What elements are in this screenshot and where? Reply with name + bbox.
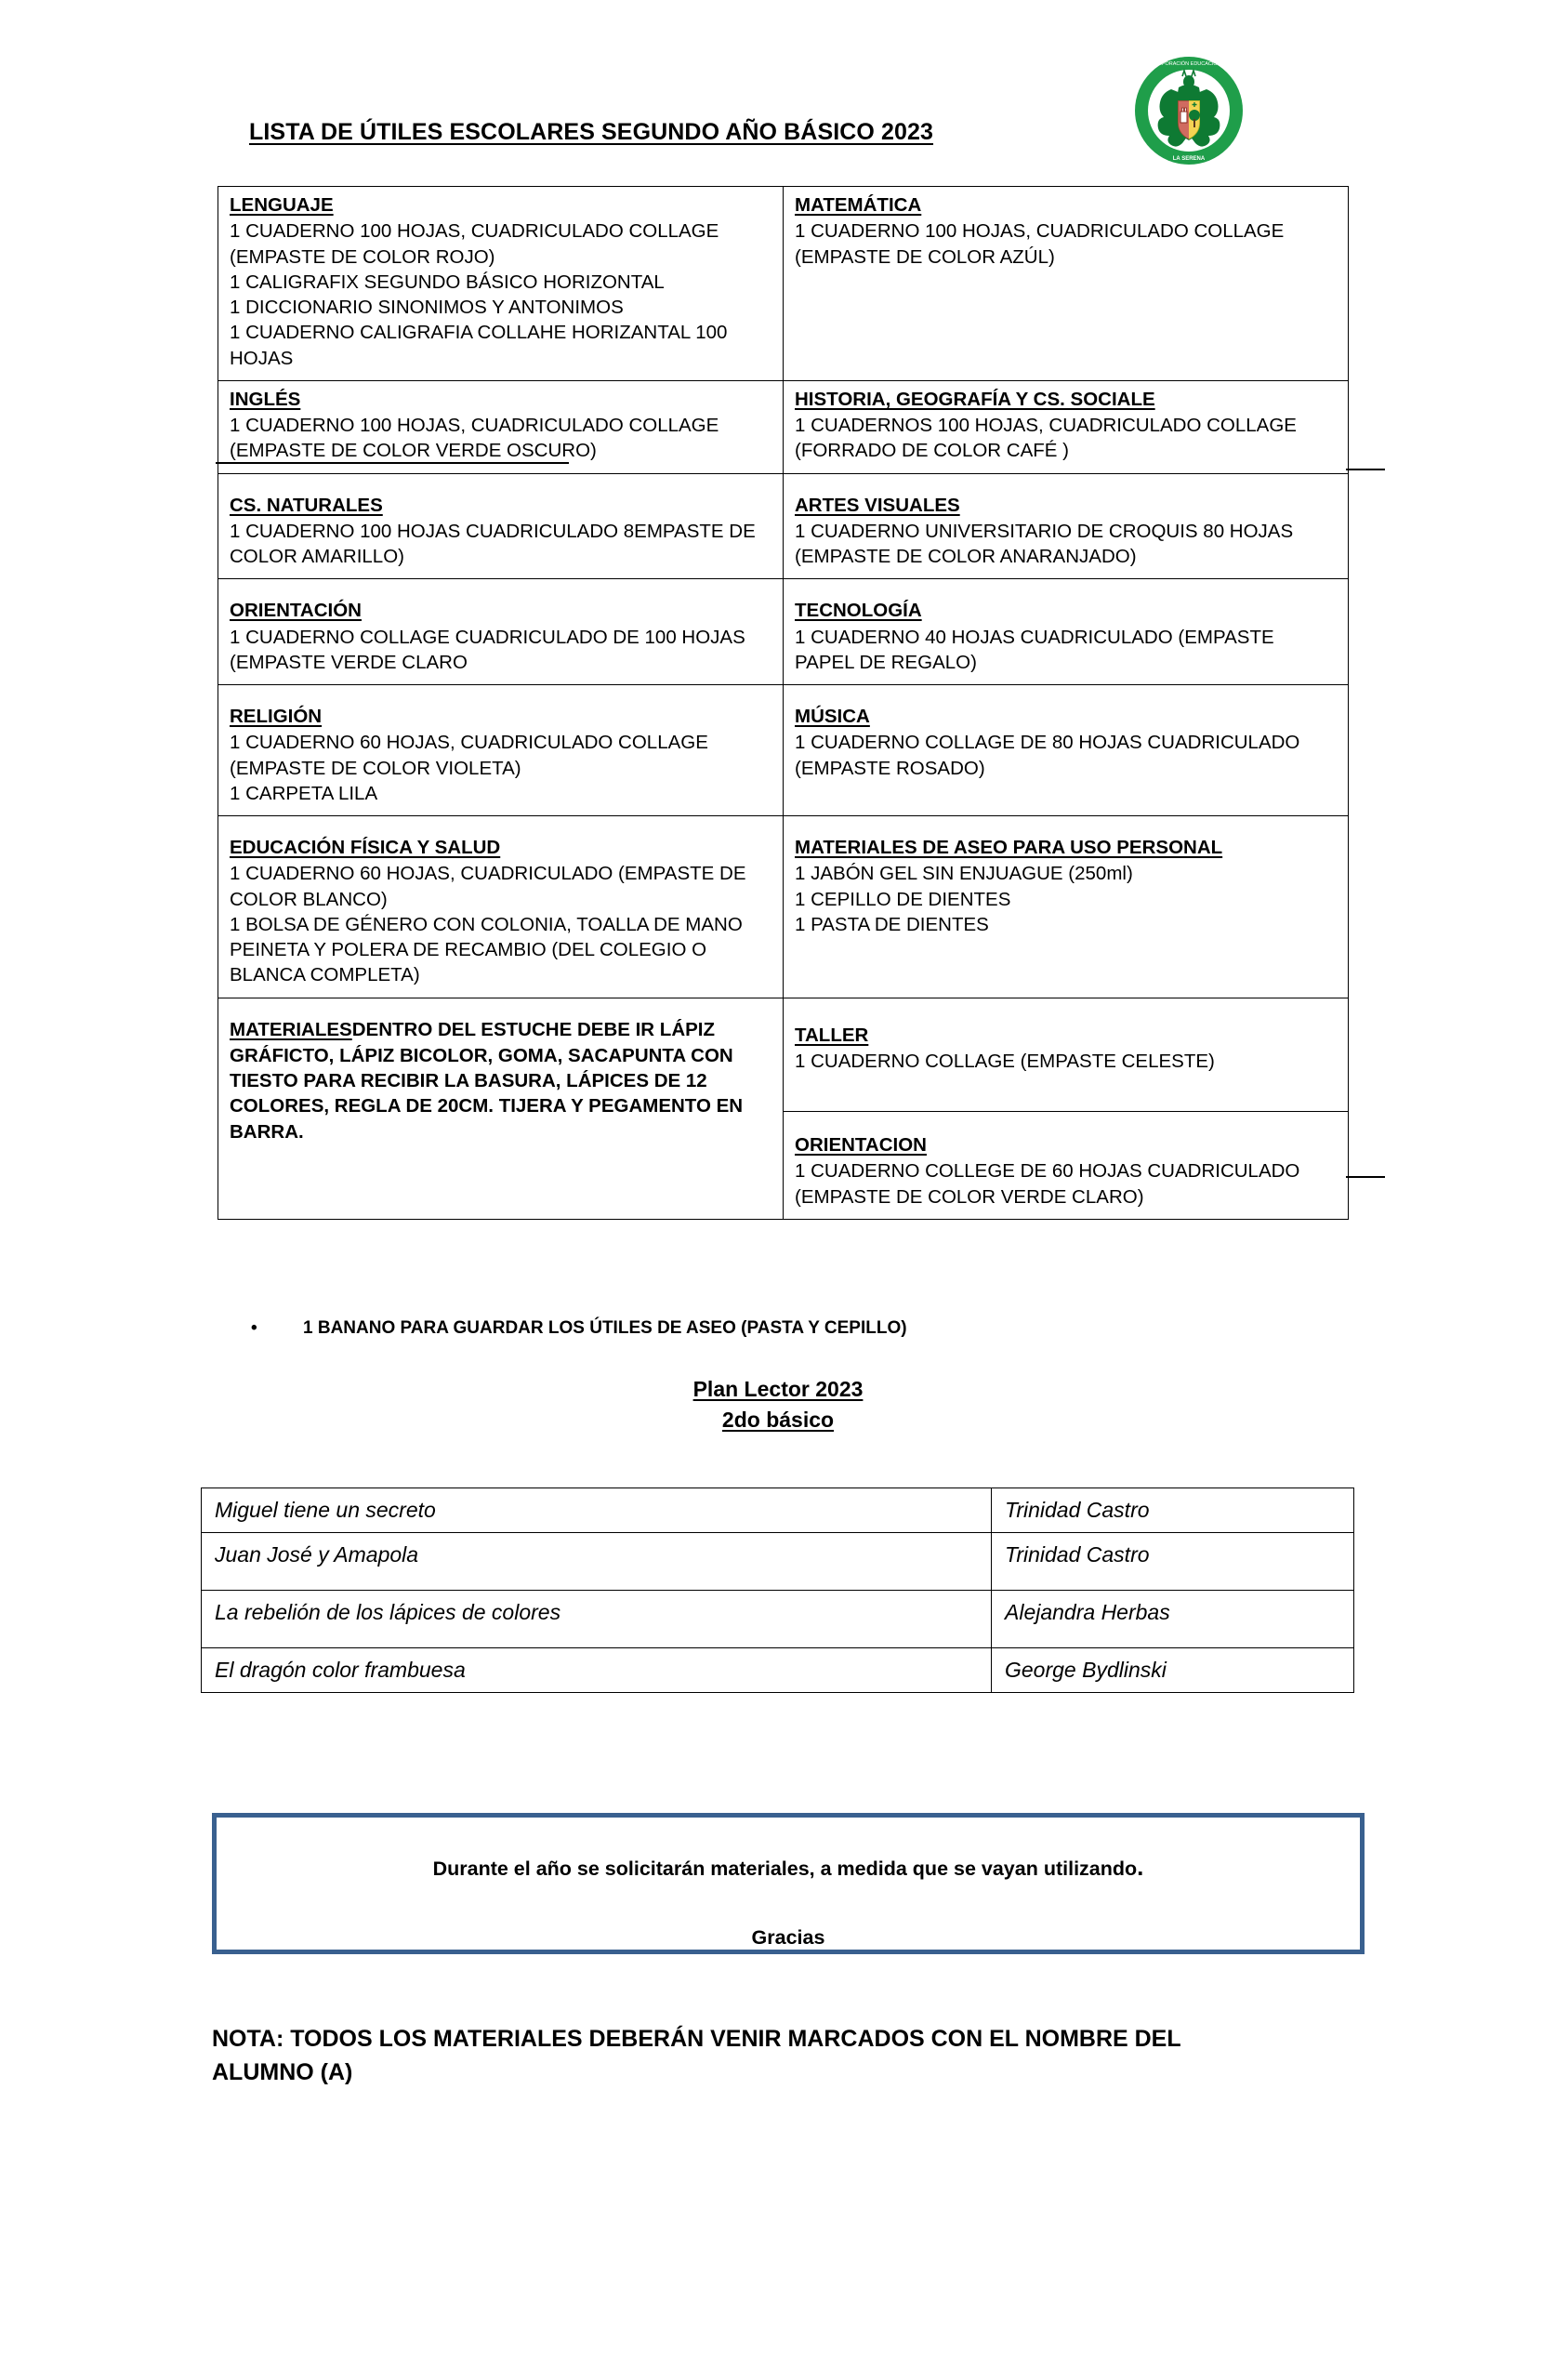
book-author: George Bydlinski (992, 1648, 1354, 1693)
book-row (202, 1533, 1354, 1591)
supplies-cell-left (218, 579, 784, 685)
plan-lector-books-table (201, 1488, 1354, 1693)
supplies-cell-right (784, 579, 1349, 685)
subject-heading-left-1: INGLÉS (230, 388, 301, 410)
notice-text-line2: Gracias (751, 1926, 825, 1949)
subject-heading-orientacion2: ORIENTACION (795, 1134, 927, 1156)
supply-item: 1 CARPETA LILA (230, 782, 378, 804)
notice-text-line1 (217, 1853, 1360, 1882)
supply-item: (EMPASTE DE COLOR VERDE CLARO) (795, 1185, 1144, 1208)
subject-heading-right-2: ARTES VISUALES (795, 494, 960, 516)
supply-item: 1 CUADERNO COLLAGE (EMPASTE CELESTE) (795, 1050, 1215, 1072)
subject-heading-right-0: MATEMÁTICA (795, 194, 922, 216)
supply-item: BLANCA COMPLETA) (230, 964, 420, 986)
supplies-cell-right (784, 685, 1349, 816)
supply-item: PEINETA Y POLERA DE RECAMBIO (DEL COLEGIO O (230, 939, 707, 960)
supply-item: 1 CUADERNO UNIVERSITARIO DE CROQUIS 80 HOJAS (795, 520, 1294, 542)
supply-item: PAPEL DE REGALO) (795, 651, 977, 673)
stray-rule-inglesss (216, 462, 569, 464)
bullet-text: 1 BANANO PARA GUARDAR LOS ÚTILES DE ASEO (PASTA Y CEPILLO) (303, 1318, 907, 1338)
school-supplies-table (218, 186, 1349, 1220)
materials-text: TIESTO PARA RECIBIR LA BASURA, LÁPICES DE 12 (230, 1070, 707, 1091)
subject-heading-right-5: MATERIALES DE ASEO PARA USO PERSONAL (795, 837, 1223, 858)
supplies-cell-right (784, 816, 1349, 998)
subject-heading-left-0: LENGUAJE (230, 194, 334, 216)
notice-sentence: Durante el año se solicitarán materiales, a medida que se vayan utilizando (432, 1858, 1138, 1880)
nested-subject-table (784, 998, 1348, 1219)
subject-heading-left-3: ORIENTACIÓN (230, 600, 362, 622)
subject-heading-left-5: EDUCACIÓN FÍSICA Y SALUD (230, 837, 501, 858)
supplies-cell-taller-orientacion (784, 998, 1349, 1219)
subject-heading-right-1: HISTORIA, GEOGRAFÍA Y CS. SOCIALE (795, 388, 1155, 410)
svg-text:CORPORACIÓN EDUCACIONAL: CORPORACIÓN EDUCACIONAL (1150, 61, 1228, 67)
supply-item: 1 CALIGRAFIX SEGUNDO BÁSICO HORIZONTAL (230, 271, 665, 293)
nested-row-orientacion (784, 1112, 1348, 1219)
supplies-cell-right (784, 380, 1349, 473)
supply-item: 1 DICCIONARIO SINONIMOS Y ANTONIMOS (230, 297, 624, 318)
final-note-line2: ALUMNO (A) (212, 2059, 353, 2086)
supply-item: 1 CUADERNO COLLEGE DE 60 HOJAS CUADRICULADO (795, 1160, 1300, 1183)
final-note (212, 2022, 1327, 2090)
book-row (202, 1648, 1354, 1693)
svg-text:LA SERENA: LA SERENA (1172, 156, 1206, 162)
subject-heading-right-3: TECNOLOGÍA (795, 600, 922, 622)
supplies-cell-left (218, 685, 784, 816)
book-author: Trinidad Castro (992, 1533, 1354, 1591)
supply-item: 1 BOLSA DE GÉNERO CON COLONIA, TOALLA DE MANO (230, 913, 743, 935)
supplies-cell-left (218, 473, 784, 579)
materials-text: BARRA. (230, 1120, 304, 1143)
book-title: La rebelión de los lápices de colores (202, 1591, 992, 1648)
supplies-row (218, 685, 1349, 816)
subject-heading-left-2: CS. NATURALES (230, 494, 383, 516)
book-row (202, 1488, 1354, 1533)
supplies-cell-materials (218, 998, 784, 1219)
supply-item: 1 CUADERNO COLLAGE CUADRICULADO DE 100 HOJAS (230, 626, 745, 648)
book-author: Trinidad Castro (992, 1488, 1354, 1533)
supply-item: 1 CUADERNO 60 HOJAS, CUADRICULADO (EMPASTE DE (230, 863, 746, 885)
supply-item: 1 CUADERNOS 100 HOJAS, CUADRICULADO COLLAGE (795, 415, 1297, 436)
bullet-marker-icon: • (251, 1318, 257, 1338)
supply-item: 1 CUADERNO 100 HOJAS, CUADRICULADO COLLAGE (795, 220, 1285, 243)
notice-period: . (1137, 1853, 1144, 1881)
supply-item: 1 CUADERNO CALIGRAFIA COLLAHE HORIZANTAL 100 (230, 322, 728, 344)
supply-item: 1 CUADERNO 100 HOJAS, CUADRICULADO COLLAGE (230, 415, 719, 436)
supplies-cell-right (784, 473, 1349, 579)
materials-text: GRÁFICTO, LÁPIZ BICOLOR, GOMA, SACAPUNTA CON (230, 1044, 733, 1066)
supply-item: (EMPASTE ROSADO) (795, 757, 985, 779)
supplies-cell-right (784, 187, 1349, 381)
stray-rule-right (1346, 469, 1385, 470)
supplies-cell-left (218, 816, 784, 998)
supply-item: (EMPASTE DE COLOR VERDE OSCURO) (230, 440, 597, 462)
supply-item: 1 PASTA DE DIENTES (795, 913, 989, 935)
supply-item: COLOR AMARILLO) (230, 546, 404, 567)
supply-item: COLOR BLANCO) (230, 888, 388, 910)
supply-item: 1 CUADERNO 60 HOJAS, CUADRICULADO COLLAGE (230, 732, 708, 754)
supplies-row (218, 816, 1349, 998)
page-title: LISTA DE ÚTILES ESCOLARES SEGUNDO AÑO BÁSICO 2023 (249, 119, 934, 145)
supplies-row (218, 187, 1349, 381)
final-note-line1: NOTA: TODOS LOS MATERIALES DEBERÁN VENIR MARCADOS CON EL NOMBRE DEL (212, 2026, 1181, 2052)
supplies-row (218, 473, 1349, 579)
book-title: El dragón color frambuesa (202, 1648, 992, 1693)
supply-item: (FORRADO DE COLOR CAFÉ ) (795, 440, 1069, 462)
supplies-row (218, 380, 1349, 473)
supplies-cell-left (218, 380, 784, 473)
plan-lector-title: Plan Lector 2023 (692, 1377, 864, 1401)
subject-heading-materiales: MATERIALES (230, 1018, 352, 1040)
subject-heading-taller: TALLER (795, 1024, 869, 1046)
book-author: Alejandra Herbas (992, 1591, 1354, 1648)
materials-text: DENTRO DEL ESTUCHE DEBE IR LÁPIZ (351, 1018, 716, 1040)
materials-notice-box (212, 1813, 1365, 1954)
taller-cell (784, 998, 1348, 1112)
supply-item: (EMPASTE DE COLOR AZÚL) (795, 245, 1055, 268)
supply-item: (EMPASTE VERDE CLARO (230, 651, 468, 673)
supply-item: 1 CUADERNO COLLAGE DE 80 HOJAS CUADRICULADO (795, 732, 1300, 754)
supply-item: 1 CUADERNO 100 HOJAS CUADRICULADO 8EMPASTE DE (230, 520, 756, 542)
subject-heading-left-4: RELIGIÓN (230, 706, 323, 727)
book-row (202, 1591, 1354, 1648)
supplies-cell-left (218, 187, 784, 381)
stray-rule-taller (1346, 1176, 1385, 1178)
document-header (0, 0, 1556, 162)
aseo-bullet-line (251, 1318, 907, 1339)
book-title: Miguel tiene un secreto (202, 1488, 992, 1533)
subject-heading-right-4: MÚSICA (795, 706, 870, 727)
orientacion-cell (784, 1112, 1348, 1219)
supply-item: 1 JABÓN GEL SIN ENJUAGUE (250ml) (795, 863, 1133, 885)
supplies-row-materials (218, 998, 1349, 1219)
supply-item: (EMPASTE DE COLOR VIOLETA) (230, 757, 521, 779)
plan-lector-grade: 2do básico (721, 1407, 835, 1432)
supply-item: HOJAS (230, 347, 294, 369)
school-crest-logo (1127, 48, 1251, 173)
book-title: Juan José y Amapola (202, 1533, 992, 1591)
materials-text: COLORES, REGLA DE 20CM. TIJERA Y PEGAMENTO EN (230, 1095, 744, 1117)
supply-item: 1 CEPILLO DE DIENTES (795, 888, 1011, 910)
plan-lector-heading (0, 1374, 1556, 1435)
supply-item: 1 CUADERNO 40 HOJAS CUADRICULADO (EMPASTE (795, 626, 1274, 648)
supply-item: (EMPASTE DE COLOR ROJO) (230, 245, 495, 268)
supply-item: (EMPASTE DE COLOR ANARANJADO) (795, 546, 1137, 567)
supply-item: 1 CUADERNO 100 HOJAS, CUADRICULADO COLLAGE (230, 220, 719, 243)
supplies-row (218, 579, 1349, 685)
nested-row-taller (784, 998, 1348, 1112)
